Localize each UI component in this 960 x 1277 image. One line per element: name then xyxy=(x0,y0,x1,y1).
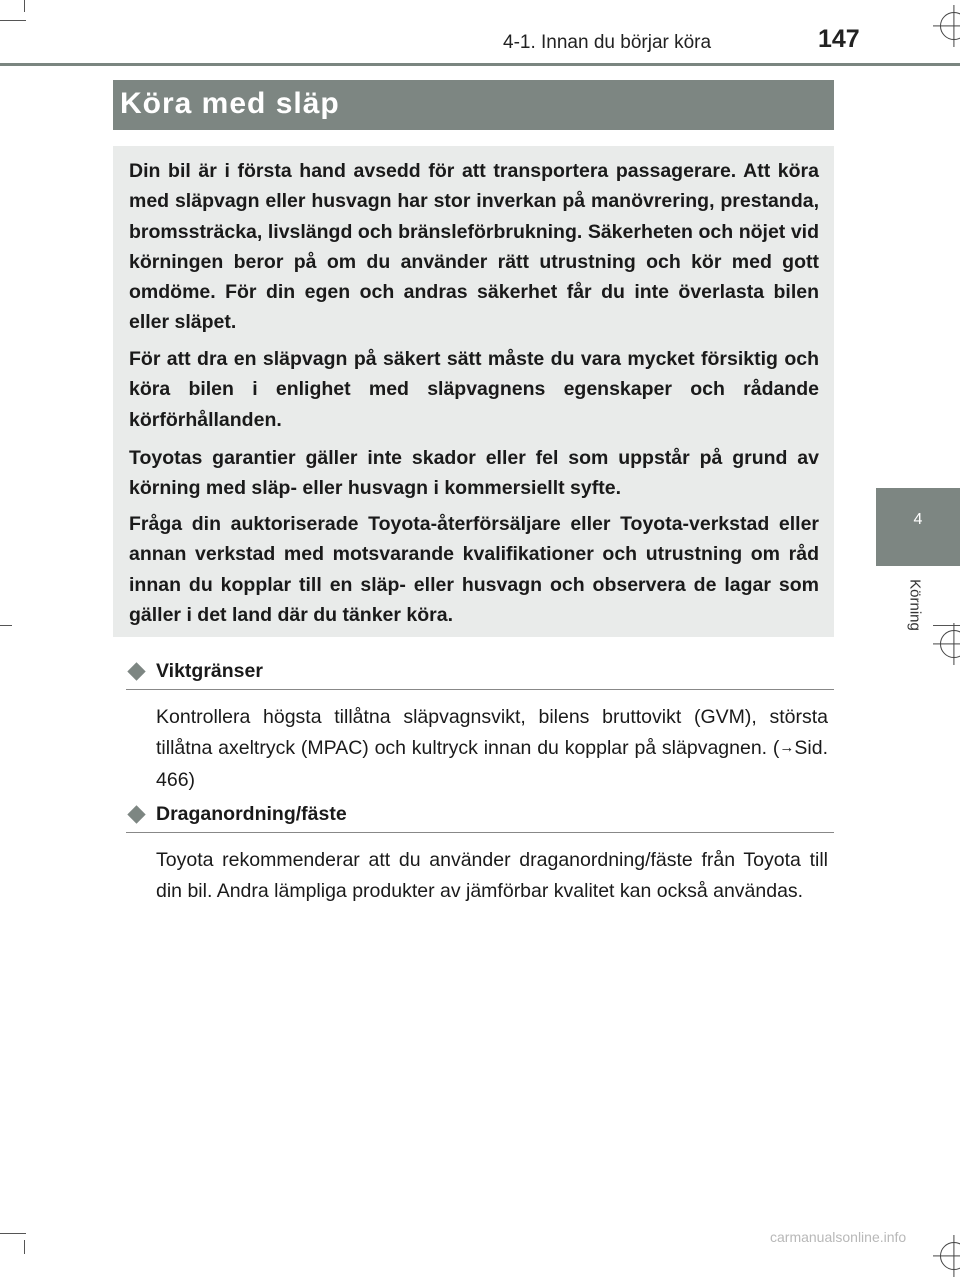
intro-paragraph: Din bil är i första hand avsedd för att transportera passagerare. Att köra med släpvagn eller husvagn har stor inverkan på manövrering, prestanda, bromssträcka, livslängd och bränsleförbrukning. Säkerheten och nöjet vid körningen beror på om du använder rätt utrustning och kör med gott omdöme. För din egen och andras säkerhet får du inte överlasta bilen eller släpet. xyxy=(129,160,819,334)
section-heading-tow-hitch: Draganordning/fäste xyxy=(156,803,347,825)
section-divider xyxy=(126,832,834,833)
watermark: carmanualsonline.info xyxy=(770,1229,907,1245)
diamond-bullet-icon xyxy=(127,805,145,823)
header-section-title: 4-1. Innan du börjar köra xyxy=(503,32,712,53)
weight-limits-paragraph xyxy=(156,702,828,796)
crop-mark xyxy=(933,625,960,626)
crop-mark xyxy=(0,625,12,626)
intro-paragraph: Fråga din auktoriserade Toyota-återförsäljare eller Toyota-verkstad eller annan verkstad med motsvarande kvalifikationer och utrustning om råd innan du kopplar till en släp- eller husvagn och observera de lagar som gäller i det land där du tänker köra. xyxy=(129,513,819,626)
weight-limits-text: Kontrollera högsta tillåtna släpvagnsvikt, bilens bruttovikt (GVM), största tillåtna axeltryck (MPAC) och kultryck innan du kopplar på släpvagnen. ( xyxy=(156,706,828,759)
page-title: Köra med släp xyxy=(120,87,340,120)
diamond-bullet-icon xyxy=(127,662,145,680)
section-heading-weight-limits: Viktgränser xyxy=(156,660,263,682)
page-number: 147 xyxy=(818,25,860,53)
chapter-tab xyxy=(876,488,960,566)
crop-mark xyxy=(0,1233,26,1234)
crop-mark xyxy=(24,0,25,12)
header-divider xyxy=(0,63,960,66)
tow-hitch-paragraph: Toyota rekommenderar att du använder draganordning/fäste från Toyota till din bil. Andra lämpliga produkter av jämförbar kvalitet kan också användas. xyxy=(156,849,828,902)
chapter-number: 4 xyxy=(913,511,923,528)
registration-mark-icon xyxy=(940,12,960,40)
intro-paragraph: Toyotas garantier gäller inte skador eller fel som uppstår på grund av körning med släp- eller husvagn i kommersiellt syfte. xyxy=(129,447,819,500)
page-reference-arrow-icon: → xyxy=(779,738,795,756)
chapter-label: Körning xyxy=(906,579,924,631)
page-title-bar xyxy=(113,80,834,130)
intro-paragraph: För att dra en släpvagn på säkert sätt måste du vara mycket försiktig och köra bilen i enlighet med släpvagnens egenskaper och rådande körförhållanden. xyxy=(129,348,819,431)
crop-mark xyxy=(24,1240,25,1254)
crop-mark xyxy=(0,20,26,21)
section-divider xyxy=(126,689,834,690)
page-reference-link[interactable]: Sid. 466) xyxy=(156,736,828,791)
intro-box xyxy=(113,146,834,637)
registration-mark-icon xyxy=(940,630,960,658)
registration-mark-icon xyxy=(940,1242,960,1270)
